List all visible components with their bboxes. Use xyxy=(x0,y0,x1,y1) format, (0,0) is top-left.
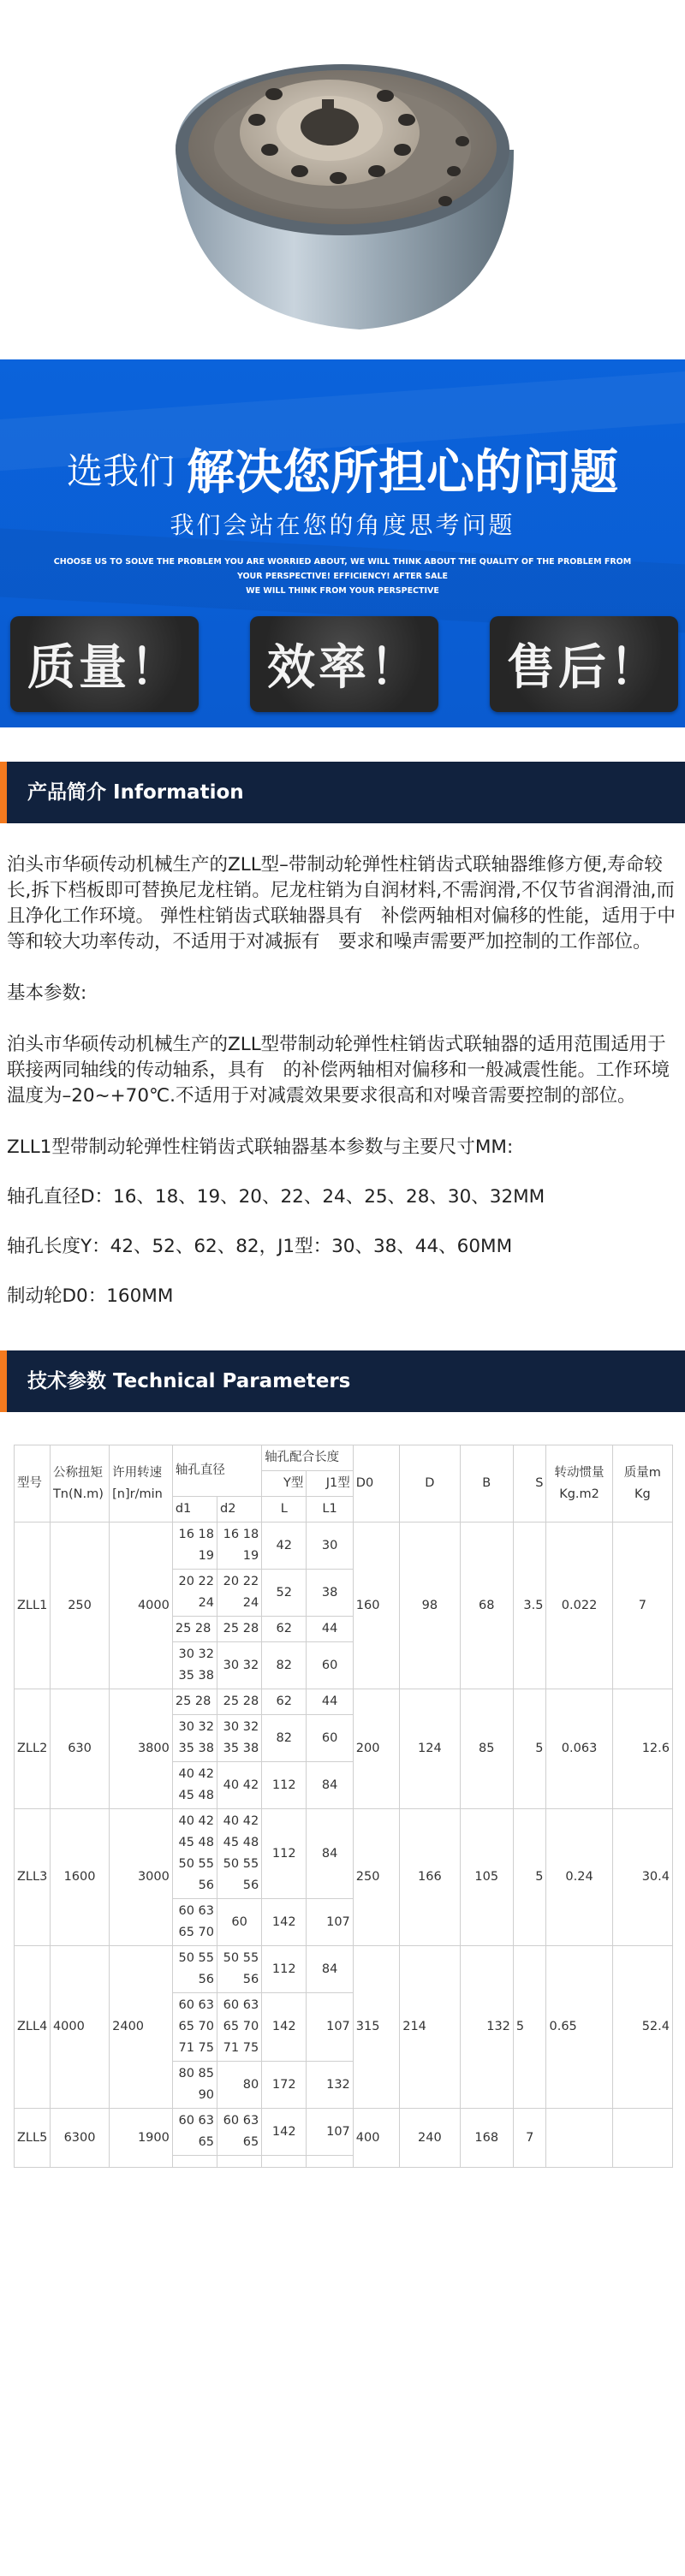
cell-D: 98 xyxy=(400,1522,460,1689)
header-D0: D0 xyxy=(353,1445,399,1522)
cell-B: 132 xyxy=(460,1946,513,2109)
cell-L1: 38 xyxy=(307,1570,353,1617)
cell-L: 142 xyxy=(262,1899,307,1946)
promo-banner xyxy=(0,359,685,727)
feature-boxes xyxy=(0,616,685,719)
cell-L: 52 xyxy=(262,1570,307,1617)
cell-mass: 12.6 xyxy=(612,1689,672,1809)
header-L1: L1 xyxy=(307,1497,353,1522)
cell-torque: 6300 xyxy=(50,2109,109,2168)
cell-d1: 30 32 35 38 xyxy=(172,1715,217,1762)
cell-L1: 30 xyxy=(307,1522,353,1570)
cell-d2: 30 32 xyxy=(217,1642,262,1689)
cell-S: 7 xyxy=(513,2109,546,2168)
cell-d1: 30 32 35 38 xyxy=(172,1642,217,1689)
cell-d2: 30 32 35 38 xyxy=(217,1715,262,1762)
cell-L: 42 xyxy=(262,1522,307,1570)
cell-d1: 50 55 56 xyxy=(172,1946,217,1993)
section-accent-bar xyxy=(0,762,7,823)
cell-speed: 4000 xyxy=(110,1522,173,1689)
cell-d1: 60 63 65 xyxy=(172,2109,217,2156)
cell-inertia: 0.022 xyxy=(546,1522,612,1689)
cell-d2 xyxy=(217,2156,262,2168)
intro-paragraph-6: 轴孔长度Y：42、52、62、82，J1型：30、38、44、60MM xyxy=(7,1236,513,1257)
cell-mass: 52.4 xyxy=(612,1946,672,2109)
header-D: D xyxy=(400,1445,460,1522)
cell-L: 112 xyxy=(262,1762,307,1809)
banner-english-line2: WE WILL THINK FROM YOUR PERSPECTIVE xyxy=(246,586,439,596)
cell-L1: 60 xyxy=(307,1715,353,1762)
cell-d2: 60 63 65 xyxy=(217,2109,262,2156)
efficiency-box xyxy=(250,616,438,712)
header-length: 轴孔配合长度 xyxy=(262,1445,354,1471)
table-header-row xyxy=(15,1445,673,1471)
cell-inertia: 0.063 xyxy=(546,1689,612,1809)
cell-D: 166 xyxy=(400,1809,460,1946)
cell-d1: 40 42 45 48 50 55 56 xyxy=(172,1809,217,1899)
cell-mass: 7 xyxy=(612,1522,672,1689)
intro-section-title: 产品简介 Information xyxy=(27,781,244,804)
cell-L1: 84 xyxy=(307,1809,353,1899)
cell-speed: 2400 xyxy=(110,1946,173,2109)
cell-D0: 315 xyxy=(353,1946,399,2109)
cell-S: 5 xyxy=(513,1809,546,1946)
intro-body xyxy=(0,823,685,1309)
cell-mass: 30.4 xyxy=(612,1809,672,1946)
cell-inertia: 0.65 xyxy=(546,1946,612,2109)
cell-S: 5 xyxy=(513,1946,546,2109)
cell-L1: 107 xyxy=(307,2109,353,2156)
header-speed: 许用转速[n]r/min xyxy=(110,1445,173,1522)
cell-L: 62 xyxy=(262,1689,307,1715)
cell-D: 214 xyxy=(400,1946,460,2109)
quality-label: 质量！ xyxy=(27,639,182,696)
cell-L1: 44 xyxy=(307,1689,353,1715)
cell-d1: 60 63 65 70 xyxy=(172,1899,217,1946)
banner-subtitle: 我们会站在您的角度思考问题 xyxy=(170,511,515,539)
cell-model: ZLL1 xyxy=(15,1522,51,1689)
cell-d2: 25 28 xyxy=(217,1617,262,1642)
tech-table-wrap xyxy=(14,1445,673,2168)
cell-torque: 1600 xyxy=(50,1809,109,1946)
cell-L1: 132 xyxy=(307,2062,353,2109)
cell-L: 142 xyxy=(262,2109,307,2156)
cell-L: 112 xyxy=(262,1946,307,1993)
cell-L1: 107 xyxy=(307,1993,353,2062)
header-inertia: 转动惯量Kg.m2 xyxy=(546,1445,612,1522)
intro-paragraph-7: 制动轮D0：160MM xyxy=(7,1285,174,1307)
cell-D: 124 xyxy=(400,1689,460,1809)
header-B: B xyxy=(460,1445,513,1522)
header-model: 型号 xyxy=(15,1445,51,1522)
cell-L1: 44 xyxy=(307,1617,353,1642)
cell-d1: 40 42 45 48 xyxy=(172,1762,217,1809)
cell-L: 62 xyxy=(262,1617,307,1642)
cell-d2: 50 55 56 xyxy=(217,1946,262,1993)
cell-L1 xyxy=(307,2156,353,2168)
cell-d1: 25 28 xyxy=(172,1689,217,1715)
header-torque: 公称扭矩Tn(N.m) xyxy=(50,1445,109,1522)
cell-L: 142 xyxy=(262,1993,307,2062)
cell-model: ZLL2 xyxy=(15,1689,51,1809)
table-row xyxy=(15,1689,673,1715)
header-y-type: Y型 xyxy=(262,1471,307,1497)
header-mass: 质量m Kg xyxy=(612,1445,672,1522)
headline-big: 解决您所担心的问题 xyxy=(187,445,618,501)
cell-B: 68 xyxy=(460,1522,513,1689)
coupling-image xyxy=(0,0,685,359)
tech-section-header xyxy=(0,1350,685,1412)
cell-speed: 1900 xyxy=(110,2109,173,2168)
cell-d2: 60 xyxy=(217,1899,262,1946)
cell-inertia xyxy=(546,2109,612,2168)
cell-d2: 40 42 xyxy=(217,1762,262,1809)
cell-L xyxy=(262,2156,307,2168)
cell-d2: 40 42 45 48 50 55 56 xyxy=(217,1809,262,1899)
table-row xyxy=(15,1946,673,1993)
cell-D0: 160 xyxy=(353,1522,399,1689)
header-L: L xyxy=(262,1497,307,1522)
cell-d2: 25 28 xyxy=(217,1689,262,1715)
cell-d1 xyxy=(172,2156,217,2168)
cell-L1: 60 xyxy=(307,1642,353,1689)
header-d1: d1 xyxy=(172,1497,217,1522)
header-j1-type: J1型 xyxy=(307,1471,353,1497)
intro-paragraph-4: ZLL1型带制动轮弹性柱销齿式联轴器基本参数与主要尺寸MM: xyxy=(7,1137,514,1158)
cell-L1: 84 xyxy=(307,1946,353,1993)
section-accent-bar xyxy=(0,1350,7,1412)
cell-speed: 3800 xyxy=(110,1689,173,1809)
header-d2: d2 xyxy=(217,1497,262,1522)
cell-d2: 60 63 65 70 71 75 xyxy=(217,1993,262,2062)
cell-B: 85 xyxy=(460,1689,513,1809)
cell-d1: 60 63 65 70 71 75 xyxy=(172,1993,217,2062)
cell-speed: 3000 xyxy=(110,1809,173,1946)
intro-paragraph-2: 基本参数: xyxy=(7,982,87,1004)
cell-L: 82 xyxy=(262,1715,307,1762)
cell-inertia: 0.24 xyxy=(546,1809,612,1946)
headline-small: 选我们 xyxy=(66,450,175,492)
cell-S: 5 xyxy=(513,1689,546,1809)
banner-english xyxy=(51,555,634,598)
intro-paragraph-5: 轴孔直径D：16、18、19、20、22、24、25、28、30、32MM xyxy=(7,1186,545,1208)
efficiency-label: 效率！ xyxy=(267,639,421,696)
cell-d1: 20 22 24 xyxy=(172,1570,217,1617)
intro-section-header xyxy=(0,762,685,823)
cell-d1: 25 28 xyxy=(172,1617,217,1642)
intro-paragraph-3: 泊头市华硕传动机械生产的ZLL型带制动轮弹性柱销齿式联轴器的适用范围适用于联接两同轴线的传动轴系，具有 的补偿两轴相对偏移和一般减震性能。工作环境温度为–20~+70℃.不适用于对减震效果要求很高和对噪音需要控制的部位。 xyxy=(7,1034,670,1107)
cell-L: 112 xyxy=(262,1809,307,1899)
cell-d2: 20 22 24 xyxy=(217,1570,262,1617)
intro-paragraph-1: 泊头市华硕传动机械生产的ZLL型–带制动轮弹性柱销齿式联轴器维修方便,寿命较长,拆下档板即可替换尼龙柱销。尼龙柱销为自润材料,不需润滑,不仅节省润滑油,而且净化工作环境。 弹性柱销齿式联轴器具有 补偿两轴相对偏移的性能，适用于中等和较大功率传动，不适用于对减振有 要求和噪声需要严加控制的工作部位。 xyxy=(7,854,676,953)
cell-S: 3.5 xyxy=(513,1522,546,1689)
cell-mass xyxy=(612,2109,672,2168)
cell-L: 82 xyxy=(262,1642,307,1689)
cell-torque: 4000 xyxy=(50,1946,109,2109)
cell-L: 172 xyxy=(262,2062,307,2109)
cell-torque: 630 xyxy=(50,1689,109,1809)
cell-D0: 400 xyxy=(353,2109,399,2168)
cell-d1: 16 18 19 xyxy=(172,1522,217,1570)
cell-d2: 16 18 19 xyxy=(217,1522,262,1570)
cell-D: 240 xyxy=(400,2109,460,2168)
tech-table xyxy=(14,1445,673,2168)
cell-torque: 250 xyxy=(50,1522,109,1689)
cell-D0: 200 xyxy=(353,1689,399,1809)
table-row xyxy=(15,1522,673,1570)
cell-D0: 250 xyxy=(353,1809,399,1946)
banner-headline xyxy=(0,435,685,503)
cell-d1: 80 85 90 xyxy=(172,2062,217,2109)
header-bore: 轴孔直径 xyxy=(172,1445,261,1497)
cell-d2: 80 xyxy=(217,2062,262,2109)
cell-model: ZLL5 xyxy=(15,2109,51,2168)
cell-L1: 107 xyxy=(307,1899,353,1946)
cell-B: 168 xyxy=(460,2109,513,2168)
header-S: S xyxy=(513,1445,546,1522)
cell-B: 105 xyxy=(460,1809,513,1946)
table-row xyxy=(15,2109,673,2156)
quality-box xyxy=(10,616,199,712)
after-sale-box xyxy=(490,616,678,712)
cell-model: ZLL4 xyxy=(15,1946,51,2109)
tech-section-title: 技术参数 Technical Parameters xyxy=(27,1370,351,1392)
table-row xyxy=(15,1809,673,1899)
after-sale-label: 售后！ xyxy=(507,639,661,696)
cell-model: ZLL3 xyxy=(15,1809,51,1946)
product-photo xyxy=(0,0,685,359)
banner-english-line1: CHOOSE US TO SOLVE THE PROBLEM YOU ARE WORRIED ABOUT, WE WILL THINK ABOUT THE QUALITY OF THE PROBLEM FROM YOUR PERSPECTIVE! EFFICIENCY! AFTER SALE xyxy=(53,557,632,581)
cell-L1: 84 xyxy=(307,1762,353,1809)
